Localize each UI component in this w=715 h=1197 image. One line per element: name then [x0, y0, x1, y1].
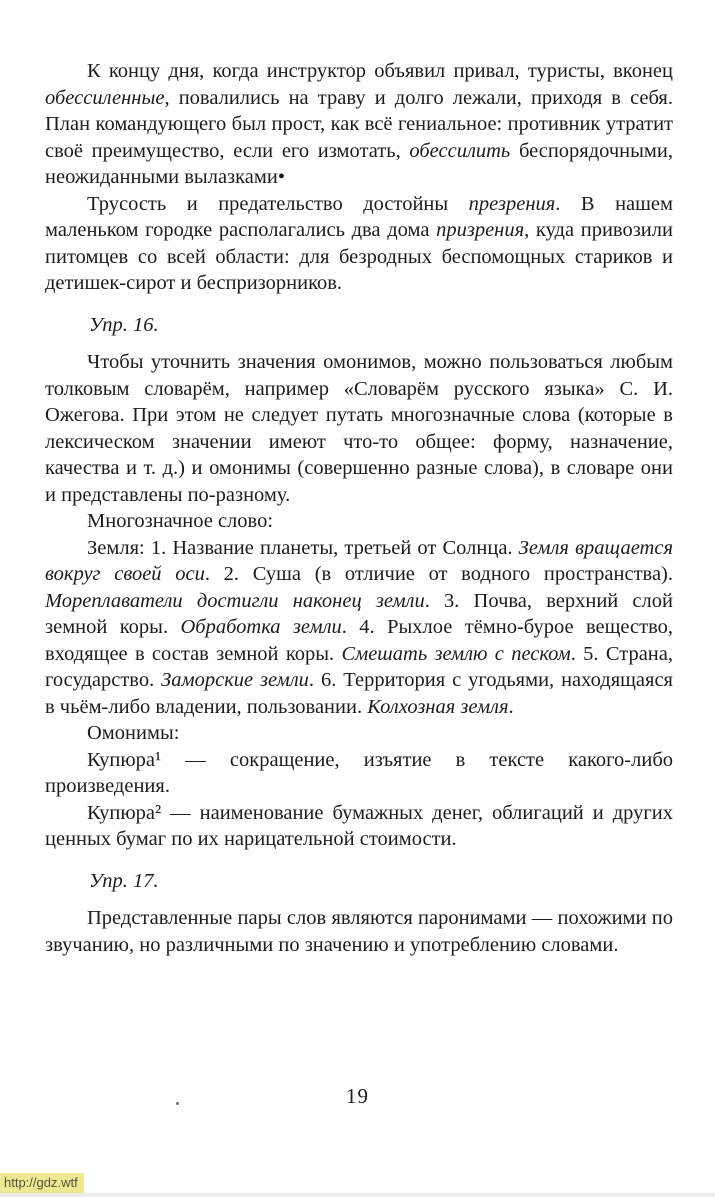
- text-run: Чтобы уточнить значения омонимов, можно пользоваться любым толковым словарём, например «Словарём русского языка» С. И. Ожегова. При этом не следует путать многозначные слова (которые в лексическом значении имеют что-то общее: форму, назначение, качества и т. д.) и омонимы (совершенно разные слова), в словаре они и представлены по-разному.: [45, 351, 673, 506]
- scan-speck-artifact: [176, 1102, 179, 1105]
- text-run: .: [508, 695, 514, 718]
- text-run: К концу дня, когда инструктор объявил привал, туристы, вконец: [87, 60, 673, 82]
- italic-text-run: Смешать землю с песком: [341, 642, 571, 665]
- exercise-heading: [45, 312, 673, 339]
- text-run: Земля: 1. Название планеты, третьей от Солнца.: [87, 536, 519, 559]
- italic-text-run: Мореплаватели достигли наконец земли: [45, 589, 425, 612]
- page-content: [45, 58, 673, 958]
- watermark-url: http://gdz.wtf: [0, 1173, 84, 1193]
- italic-text-run: обессиленные: [45, 86, 165, 109]
- italic-text-run: Обработка земли: [180, 616, 342, 638]
- italic-text-run: презрения: [468, 192, 556, 215]
- page-number: 19: [346, 1084, 369, 1108]
- text-run: . 4. Рыхлое тёмно-бурое вещество, входящее в состав земной коры.: [45, 616, 673, 665]
- italic-text-run: Земля вращается вокруг своей оси: [45, 536, 673, 585]
- text-run: , куда привозили питомцев со всей области: для безродных беспомощных стариков и детишек-сирот и беспризорников.: [45, 219, 673, 294]
- text-run: . 3. Почва, верхний слой земной коры.: [45, 589, 673, 638]
- text-run: Купюра² — наименование бумажных денег, облигаций и других ценных бумаг по их нарицательной стоимости.: [45, 801, 673, 850]
- paragraph: [45, 349, 673, 508]
- text-run: Трусость и предательство достойны: [87, 192, 469, 215]
- italic-text-run: Упр. 16.: [89, 313, 159, 336]
- text-run: беспорядочными, неожиданными вылазками•: [45, 139, 673, 188]
- text-run: . 5. Страна, государство.: [45, 642, 673, 691]
- paragraph: [45, 747, 673, 800]
- paragraph: [45, 191, 673, 297]
- italic-text-run: Упр. 17.: [89, 869, 159, 892]
- text-run: . 6. Территория с угодьями, находящаяся в чьём-либо владении, пользовании.: [45, 669, 673, 718]
- exercise-heading: [45, 868, 673, 895]
- paragraph: [45, 535, 673, 721]
- text-run: Купюра¹ — сокращение, изъятие в тексте какого-либо произведения.: [45, 748, 673, 797]
- paragraph: [45, 508, 673, 535]
- italic-text-run: Заморские земли: [161, 669, 309, 691]
- text-run: Омонимы:: [87, 722, 180, 744]
- text-run: Представленные пары слов являются паронимами — похожими по звучанию, но различными по значению и употреблению словами.: [45, 907, 673, 956]
- text-run: . 2. Суша (в отличие от водного пространства).: [204, 563, 673, 585]
- scan-edge-artifact: [0, 1193, 715, 1197]
- text-run: , повалились на траву и долго лежали, приходя в себя. План командующего был прост, как всё гениальное: противник утратит своё преимущество, если его измотать,: [45, 86, 673, 162]
- italic-text-run: призрения: [436, 219, 525, 241]
- italic-text-run: обессилить: [409, 139, 511, 162]
- paragraph: [45, 58, 673, 191]
- text-run: . В нашем маленьком городке располагались два дома: [45, 192, 673, 241]
- paragraph: [45, 720, 673, 747]
- italic-text-run: Колхозная земля: [367, 695, 509, 718]
- paragraph: [45, 905, 673, 958]
- paragraph: [45, 800, 673, 853]
- text-run: Многозначное слово:: [87, 510, 274, 532]
